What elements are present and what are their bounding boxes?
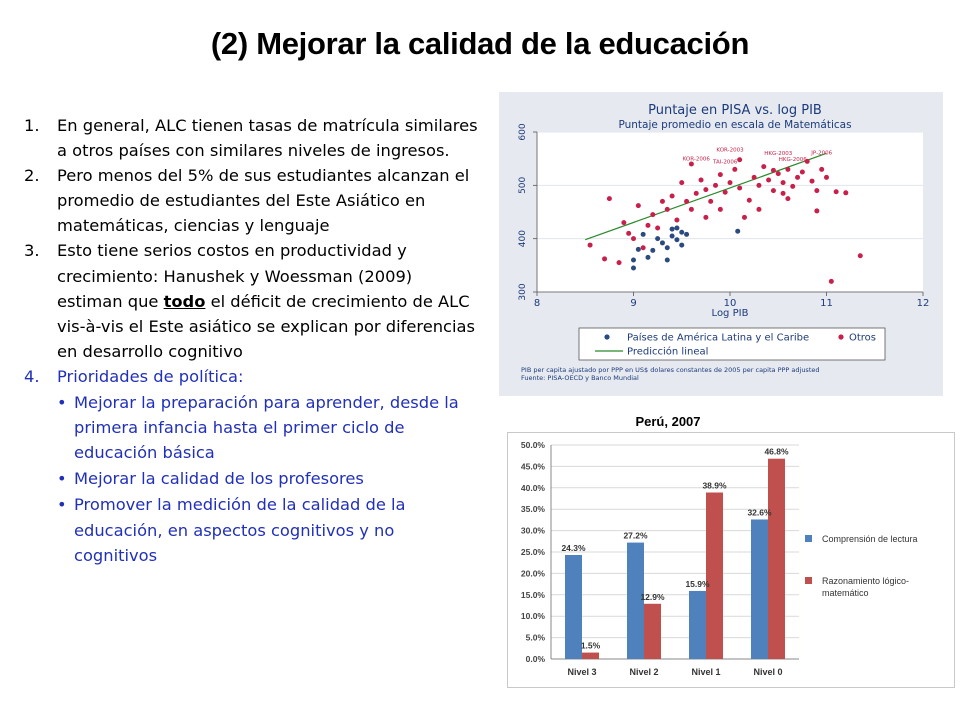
latam-point	[665, 258, 670, 263]
scatter-xtick-label: 11	[820, 298, 833, 309]
latam-point	[641, 232, 646, 237]
bar-category-label: Nivel 2	[629, 667, 659, 677]
otros-point	[737, 157, 742, 162]
point-4	[24, 364, 482, 389]
otros-point	[834, 189, 839, 194]
latam-point	[679, 230, 684, 235]
bar-ytick-label: 25.0%	[520, 547, 545, 557]
scatter-xlabel: Log PIB	[711, 308, 749, 319]
latam-point	[674, 237, 679, 242]
point-text: En general, ALC tienen tasas de matrícula similares a otros países con similares niveles de ingresos.	[57, 116, 478, 161]
otros-point	[829, 279, 834, 284]
scatter-point-label: HKG-2006	[778, 156, 807, 163]
otros-point	[747, 198, 752, 203]
otros-point	[665, 207, 670, 212]
otros-point	[674, 218, 679, 223]
bar-matematica	[644, 604, 661, 659]
legend-latam-label: Países de América Latina y el Caribe	[627, 332, 810, 344]
point-text-before: Esto tiene serios costos en productividad y crecimiento: Hanushek y Woessman (2009) estiman que	[57, 241, 413, 311]
point-number: 4.	[24, 366, 40, 386]
latam-point	[660, 240, 665, 245]
latam-point	[679, 243, 684, 248]
latam-point	[670, 234, 675, 239]
otros-point	[631, 236, 636, 241]
point-text-after: el déficit de crecimiento de ALC vis-à-vis el Este asiático se explican por diferencias en desarrollo cognitivo	[57, 291, 475, 361]
otros-point	[785, 167, 790, 172]
bar-value-label: 38.9%	[702, 480, 727, 491]
latam-point	[650, 248, 655, 253]
scatter-ytick-label: 400	[518, 230, 528, 248]
pisa-scatter-chart	[499, 92, 943, 396]
otros-point	[684, 199, 689, 204]
bullet-list	[24, 113, 482, 568]
subpoint-3	[24, 492, 482, 567]
latam-point	[665, 245, 670, 250]
otros-point	[703, 187, 708, 192]
legend-matematica-label: Razonamiento lógico-	[822, 576, 910, 586]
otros-point	[626, 231, 631, 236]
otros-point	[641, 245, 646, 250]
point-text: Prioridades de política:	[57, 366, 244, 386]
latam-point	[735, 229, 740, 234]
legend-lectura-swatch	[805, 535, 812, 542]
legend-otros-label: Otros	[849, 332, 877, 344]
subpoint-2	[24, 466, 482, 491]
otros-point	[718, 207, 723, 212]
otros-point	[795, 175, 800, 180]
otros-point	[771, 168, 776, 173]
otros-point	[814, 208, 819, 213]
bar-ytick-label: 35.0%	[520, 504, 545, 515]
bar-ytick-label: 15.0%	[520, 589, 545, 600]
otros-point	[781, 191, 786, 196]
scatter-point-label: JP-2006	[811, 150, 833, 157]
bar-ytick-label: 50.0%	[520, 440, 545, 450]
subpoint-text: Mejorar la calidad de los profesores	[74, 469, 364, 489]
latam-point	[631, 266, 636, 271]
otros-point	[737, 186, 742, 191]
otros-point	[699, 178, 704, 183]
scatter-xtick-label: 10	[723, 298, 737, 309]
scatter-point-label: TAI-2006	[713, 159, 738, 166]
otros-point	[602, 256, 607, 261]
scatter-point-label: KOR-2003	[716, 147, 744, 154]
scatter-note-2: Fuente: PISA-OECD y Banco Mundial	[521, 374, 639, 382]
otros-point	[858, 253, 863, 258]
otros-point	[814, 188, 819, 193]
bullet-dot: •	[57, 393, 67, 413]
latam-point	[631, 258, 636, 263]
latam-point	[645, 255, 650, 260]
otros-point	[617, 260, 622, 265]
otros-point	[694, 191, 699, 196]
bar-ytick-label: 30.0%	[520, 525, 545, 536]
bar-value-label: 46.8%	[764, 446, 789, 457]
otros-point	[655, 226, 660, 231]
legend-latam-marker	[604, 334, 609, 339]
otros-point	[718, 172, 723, 177]
slide-title: (2) Mejorar la calidad de la educación	[210, 26, 750, 61]
latam-point	[674, 226, 679, 231]
otros-point	[810, 179, 815, 184]
legend-lectura-label: Comprensión de lectura	[822, 534, 918, 544]
latam-point	[684, 232, 689, 237]
bar-value-label: 32.6%	[747, 507, 772, 518]
scatter-xtick-label: 8	[533, 298, 541, 309]
bar-category-label: Nivel 1	[691, 667, 721, 677]
otros-point	[660, 199, 665, 204]
scatter-plot-area	[537, 132, 923, 292]
otros-point	[752, 175, 757, 180]
bar-matematica	[706, 493, 723, 659]
bullet-dot: •	[57, 469, 67, 489]
otros-point	[703, 215, 708, 220]
subpoint-1	[24, 390, 482, 465]
otros-point	[645, 223, 650, 228]
latam-point	[655, 236, 660, 241]
point-2	[24, 163, 482, 238]
point-number: 1.	[24, 116, 40, 135]
bullet-dot: •	[57, 495, 67, 515]
otros-point	[756, 207, 761, 212]
bar-ytick-label: 20.0%	[520, 568, 545, 579]
bar-lectura	[751, 519, 768, 659]
otros-point	[636, 203, 641, 208]
bar-value-label: 27.2%	[623, 530, 648, 541]
legend-matematica-label: matemático	[822, 588, 869, 598]
scatter-point-label: KOR-2006	[682, 156, 710, 163]
bar-chart-title: Perú, 2007	[635, 414, 701, 429]
point-3	[24, 238, 482, 363]
subpoint-text: Mejorar la preparación para aprender, desde la primera infancia hasta el primer ciclo de educación básica	[74, 393, 459, 463]
scatter-ytick-label: 500	[518, 176, 528, 194]
point-text: Pero menos del 5% de sus estudiantes alcanzan el promedio de estudiantes del Este Asiático en matemáticas, ciencias y lenguaje	[57, 166, 470, 236]
otros-point	[607, 196, 612, 201]
otros-point	[785, 196, 790, 201]
legend-matematica-swatch	[805, 577, 812, 584]
point-1	[24, 113, 482, 163]
otros-point	[843, 190, 848, 195]
otros-point	[766, 178, 771, 183]
otros-point	[761, 164, 766, 169]
otros-point	[588, 243, 593, 248]
otros-point	[732, 167, 737, 172]
bar-ytick-label: 45.0%	[520, 461, 545, 472]
point-emphasis: todo	[163, 291, 206, 311]
scatter-subtitle: Puntaje promedio en escala de Matemáticas	[618, 119, 852, 131]
scatter-xtick-label: 9	[630, 298, 637, 309]
otros-point	[742, 215, 747, 220]
bar-lectura	[689, 591, 706, 659]
peru-bar-chart	[507, 412, 955, 688]
scatter-title: Puntaje en PISA vs. log PIB	[648, 103, 822, 118]
scatter-note-1: PIB per capita ajustado por PPP en US$ dolares constantes de 2005 per capita PPP adjusted	[521, 366, 820, 374]
point-number: 3.	[24, 241, 40, 261]
otros-point	[756, 183, 761, 188]
bar-category-label: Nivel 3	[567, 667, 597, 677]
otros-point	[689, 207, 694, 212]
otros-point	[728, 180, 733, 185]
otros-point	[771, 188, 776, 193]
otros-point	[790, 184, 795, 189]
legend-fit-label: Predicción lineal	[627, 346, 709, 358]
otros-point	[650, 212, 655, 217]
otros-point	[800, 170, 805, 175]
bar-lectura	[565, 555, 582, 659]
point-number: 2.	[24, 166, 40, 186]
legend-otros-marker	[838, 334, 843, 339]
bar-ytick-label: 5.0%	[525, 632, 545, 643]
bar-value-label: 12.9%	[640, 591, 665, 602]
otros-point	[824, 175, 829, 180]
otros-point	[670, 194, 675, 199]
otros-point	[621, 220, 626, 225]
bar-matematica	[768, 459, 785, 659]
latam-point	[670, 227, 675, 232]
otros-point	[679, 180, 684, 185]
scatter-ytick-label: 300	[518, 283, 528, 301]
otros-point	[723, 190, 728, 195]
bar-matematica	[582, 653, 599, 659]
otros-point	[708, 199, 713, 204]
scatter-ytick-label: 600	[518, 123, 528, 141]
scatter-xtick-label: 12	[916, 298, 930, 309]
otros-point	[713, 183, 718, 188]
bar-value-label: 15.9%	[685, 578, 710, 589]
bar-category-label: Nivel 0	[753, 667, 783, 677]
scatter-point-label: HKG-2003	[764, 150, 793, 157]
otros-point	[819, 167, 824, 172]
otros-point	[781, 180, 786, 185]
subpoint-text: Promover la medición de la calidad de la educación, en aspectos cognitivos y no cognitivos	[74, 495, 406, 565]
bar-ytick-label: 40.0%	[520, 482, 545, 493]
latam-point	[636, 247, 641, 252]
bar-ytick-label: 10.0%	[520, 611, 545, 622]
otros-point	[776, 171, 781, 176]
bar-ytick-label: 0.0%	[525, 654, 545, 664]
bar-value-label: 24.3%	[561, 542, 586, 553]
bar-value-label: 1.5%	[580, 640, 601, 651]
